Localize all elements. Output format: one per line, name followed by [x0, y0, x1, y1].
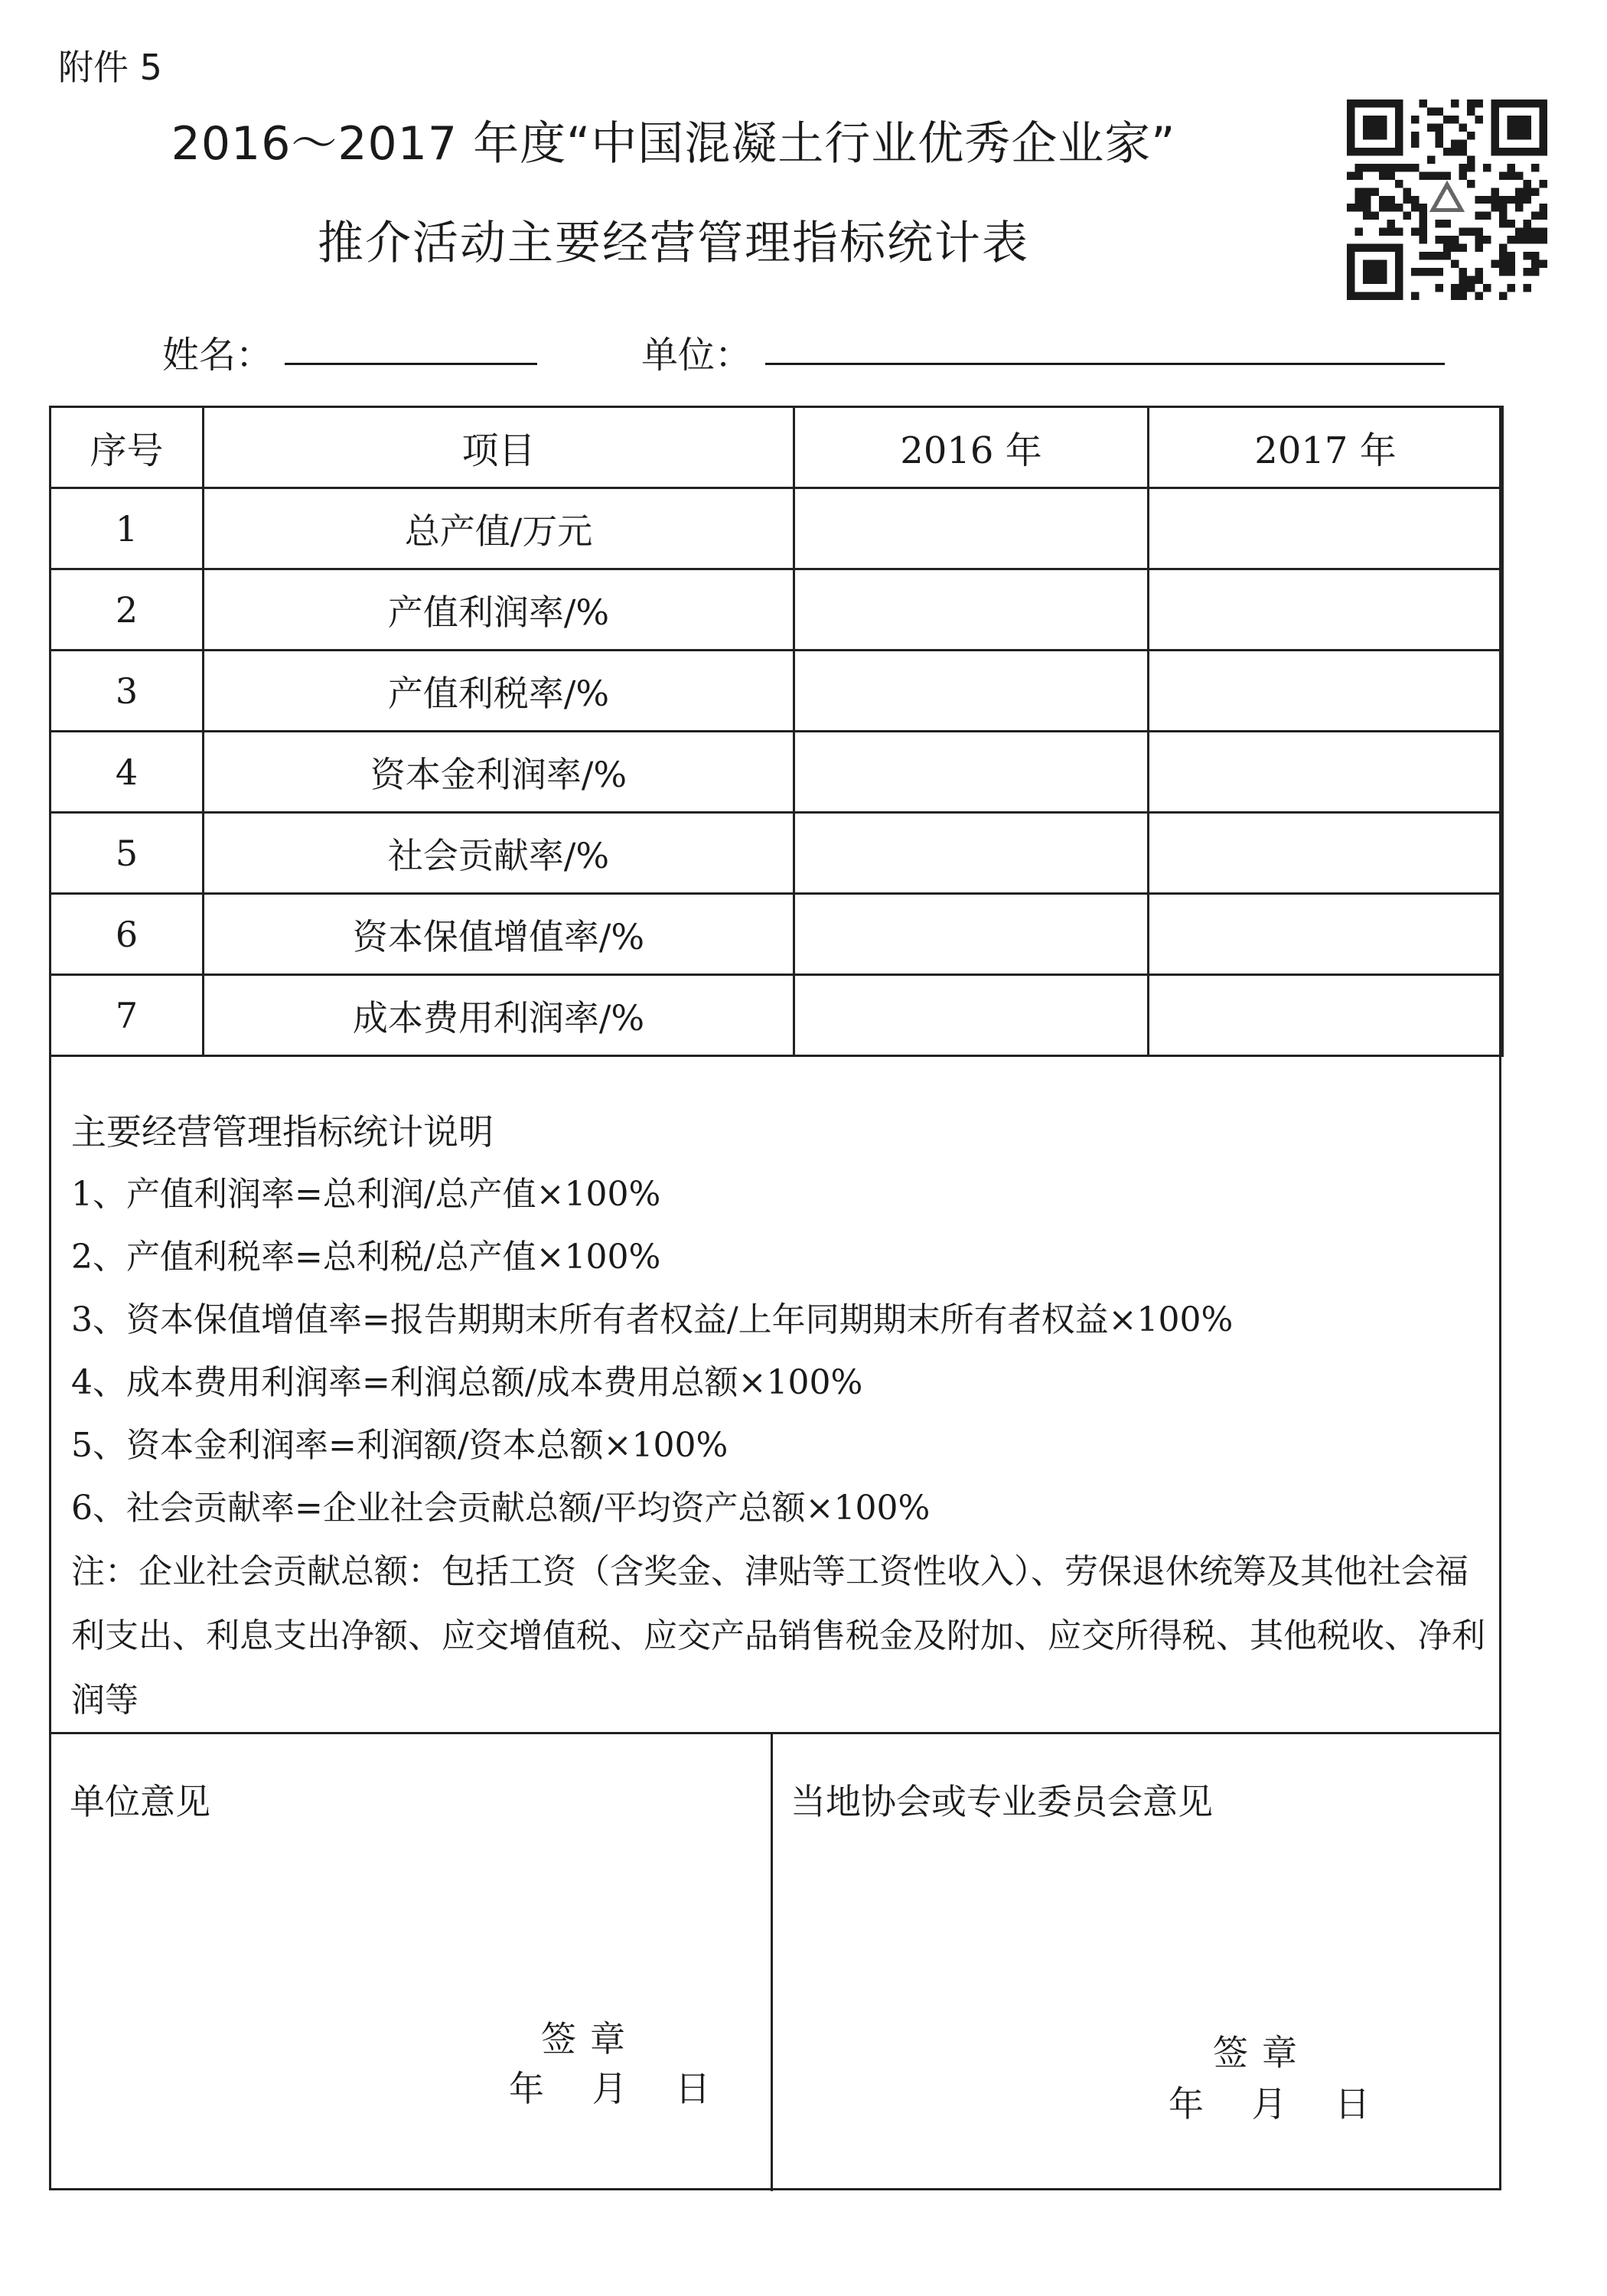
cell-2017[interactable]: [1149, 651, 1503, 732]
opinion-divider: [51, 1732, 1499, 1734]
table-row: [51, 732, 1503, 813]
unit-seal-label: 签章: [541, 2018, 639, 2060]
cell-2016[interactable]: [794, 894, 1149, 975]
cell-2016[interactable]: [794, 488, 1149, 569]
cell-2017[interactable]: [1149, 894, 1503, 975]
table-row: [51, 975, 1503, 1056]
association-seal-label: 签章: [1213, 2032, 1311, 2073]
row-no: 1: [51, 488, 204, 569]
qr-code-icon: [1347, 99, 1547, 300]
header-no: 序号: [51, 407, 204, 488]
note-line: 3、资本保值增值率=报告期期末所有者权益/上年同期期末所有者权益×100%: [71, 1300, 1234, 1339]
row-item: 成本费用利润率/%: [204, 975, 794, 1056]
row-no: 5: [51, 813, 204, 894]
table-row: [51, 569, 1503, 651]
statistics-form: [49, 406, 1501, 2190]
row-no: 7: [51, 975, 204, 1056]
note-line: 2、产值利税率=总利税/总产值×100%: [71, 1238, 661, 1277]
cell-2016[interactable]: [794, 975, 1149, 1056]
association-opinion-title: 当地协会或专业委员会意见: [790, 1781, 1213, 1822]
cell-2017[interactable]: [1149, 488, 1503, 569]
header-2016: 2016 年: [794, 407, 1149, 488]
association-date-label: 年 月 日: [1169, 2083, 1374, 2125]
notes-section: [71, 1101, 1495, 1733]
page-title-line-2: 推介活动主要经营管理指标统计表: [318, 217, 1029, 270]
note-line: 1、产值利润率=总利润/总产值×100%: [71, 1175, 661, 1214]
table-header-row: [51, 407, 1503, 488]
unit-field[interactable]: [765, 363, 1445, 365]
row-no: 2: [51, 569, 204, 651]
table-row: [51, 894, 1503, 975]
table-row: [51, 651, 1503, 732]
cell-2017[interactable]: [1149, 813, 1503, 894]
cell-2017[interactable]: [1149, 975, 1503, 1056]
opinion-vertical-divider: [771, 1732, 773, 2191]
header-item: 项目: [204, 407, 794, 488]
unit-date-label: 年 月 日: [509, 2068, 714, 2109]
row-item: 总产值/万元: [204, 488, 794, 569]
note-remark: 注：企业社会贡献总额：包括工资（含奖金、津贴等工资性收入）、劳保退休统筹及其他社会福利支出、利息支出净额、应交增值税、应交产品销售税金及附加、应交所得税、其他税收、净利润等: [71, 1552, 1485, 1720]
unit-label: 单位：: [641, 334, 752, 377]
table-row: [51, 813, 1503, 894]
header-2017: 2017 年: [1149, 407, 1503, 488]
row-item: 资本保值增值率/%: [204, 894, 794, 975]
note-line: 5、资本金利润率=利润额/资本总额×100%: [71, 1426, 729, 1465]
name-field[interactable]: [285, 363, 537, 365]
metrics-table: [49, 406, 1504, 1057]
note-line: 6、社会贡献率=企业社会贡献总额/平均资产总额×100%: [71, 1489, 931, 1528]
cell-2017[interactable]: [1149, 732, 1503, 813]
unit-opinion-title: 单位意见: [70, 1781, 210, 1822]
row-item: 资本金利润率/%: [204, 732, 794, 813]
cell-2017[interactable]: [1149, 569, 1503, 651]
note-line: 4、成本费用利润率=利润总额/成本费用总额×100%: [71, 1363, 863, 1402]
page-title-line-1: 2016～2017 年度“中国混凝土行业优秀企业家”: [171, 117, 1176, 171]
table-row: [51, 488, 1503, 569]
row-item: 产值利润率/%: [204, 569, 794, 651]
row-item: 社会贡献率/%: [204, 813, 794, 894]
cell-2016[interactable]: [794, 569, 1149, 651]
row-item: 产值利税率/%: [204, 651, 794, 732]
row-no: 6: [51, 894, 204, 975]
notes-title: 主要经营管理指标统计说明: [71, 1111, 494, 1153]
row-no: 3: [51, 651, 204, 732]
attachment-label: 附件 5: [58, 47, 162, 88]
cell-2016[interactable]: [794, 813, 1149, 894]
name-label: 姓名：: [162, 334, 273, 377]
row-no: 4: [51, 732, 204, 813]
cell-2016[interactable]: [794, 732, 1149, 813]
cell-2016[interactable]: [794, 651, 1149, 732]
